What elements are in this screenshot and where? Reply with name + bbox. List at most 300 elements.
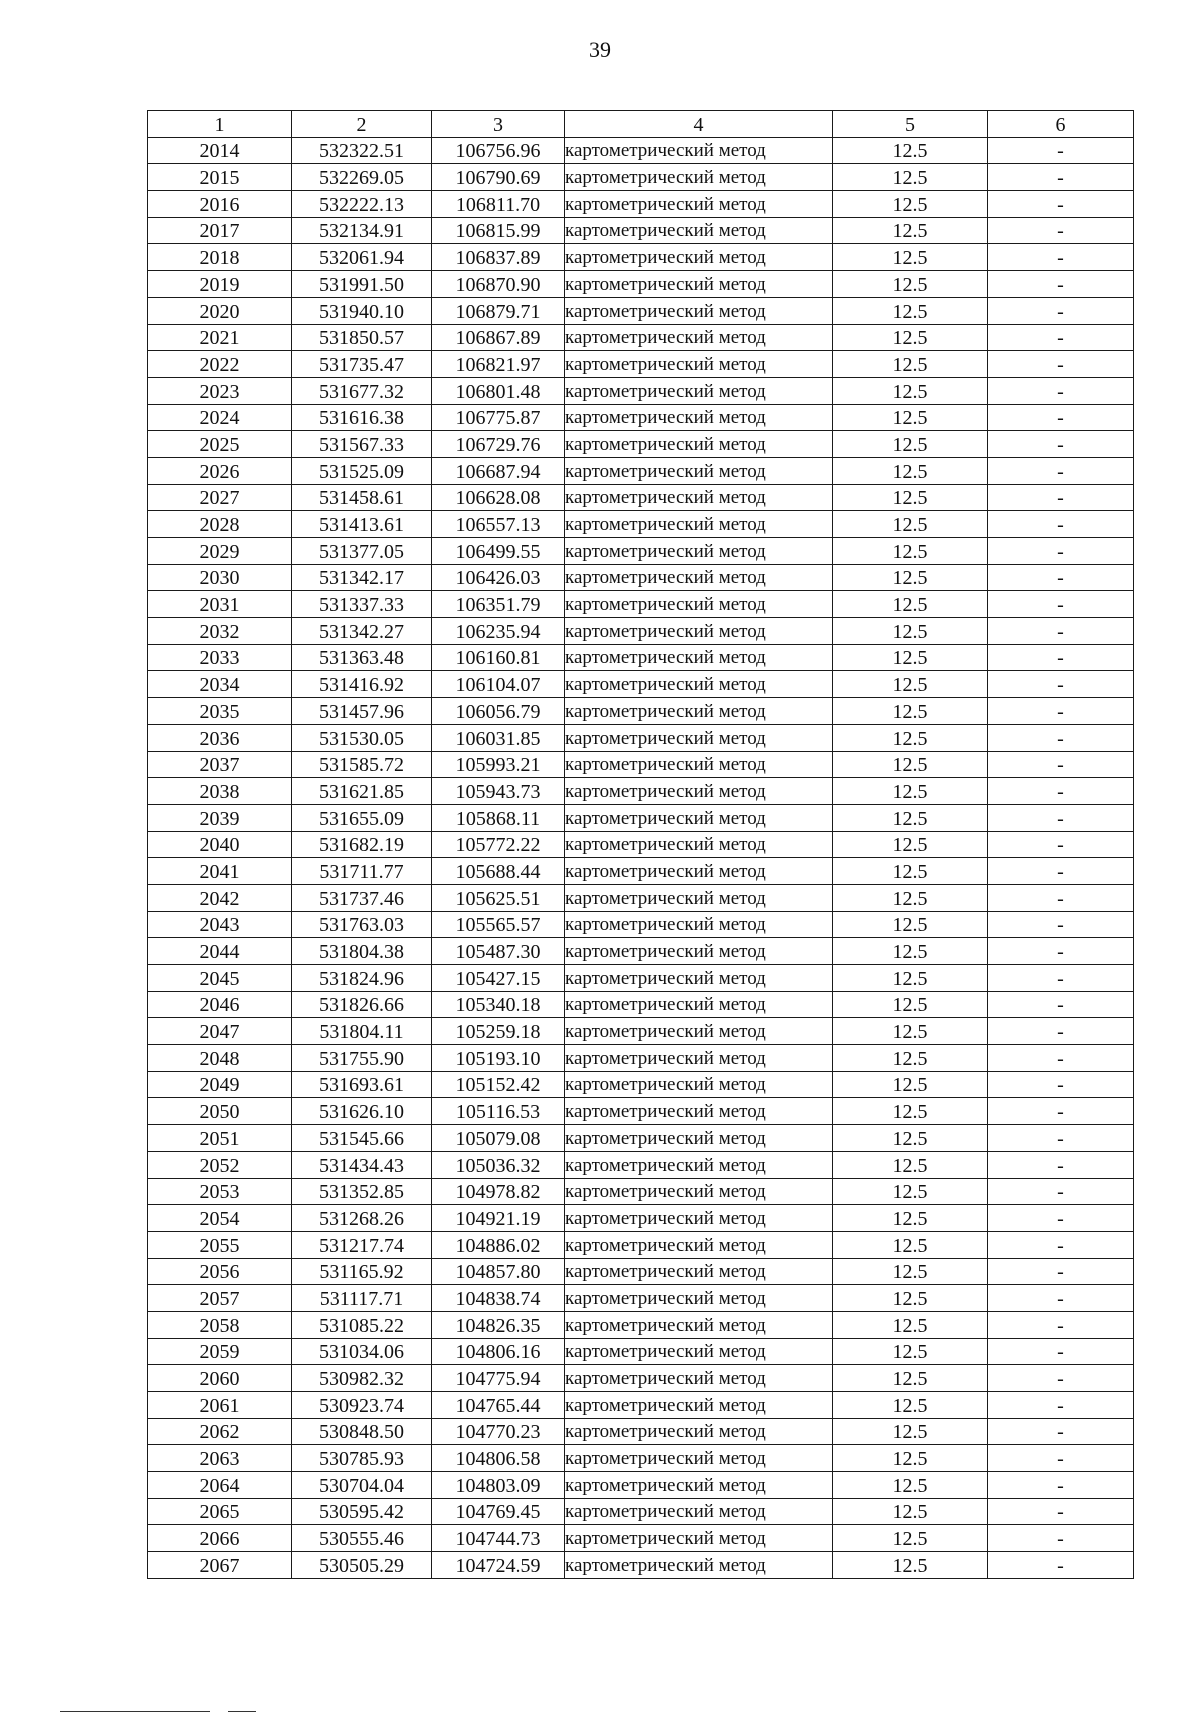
point-number-cell: 2029: [148, 538, 292, 565]
table-row: [148, 484, 1134, 511]
accuracy-cell: 12.5: [833, 804, 988, 831]
accuracy-cell: 12.5: [833, 511, 988, 538]
accuracy-cell: 12.5: [833, 538, 988, 565]
x-coordinate-cell: 531850.57: [292, 324, 432, 351]
point-number-cell: 2018: [148, 244, 292, 271]
x-coordinate-cell: 531377.05: [292, 538, 432, 565]
page-number: 39: [589, 37, 611, 62]
accuracy-cell: 12.5: [833, 1338, 988, 1365]
table-row: [148, 831, 1134, 858]
note-cell: -: [988, 1098, 1134, 1125]
point-number-cell: 2015: [148, 164, 292, 191]
table-row: [148, 404, 1134, 431]
table-row: [148, 1231, 1134, 1258]
y-coordinate-cell: 105116.53: [432, 1098, 565, 1125]
y-coordinate-cell: 104857.80: [432, 1258, 565, 1285]
x-coordinate-cell: 531991.50: [292, 271, 432, 298]
table-row: [148, 324, 1134, 351]
accuracy-cell: 12.5: [833, 1472, 988, 1499]
table-row: [148, 217, 1134, 244]
accuracy-cell: 12.5: [833, 911, 988, 938]
accuracy-cell: 12.5: [833, 1125, 988, 1152]
point-number-cell: 2064: [148, 1472, 292, 1499]
method-cell: картометрический метод: [565, 804, 833, 831]
y-coordinate-cell: 106499.55: [432, 538, 565, 565]
y-coordinate-cell: 106426.03: [432, 564, 565, 591]
x-coordinate-cell: 531434.43: [292, 1151, 432, 1178]
table-row: [148, 1018, 1134, 1045]
table-row: [148, 751, 1134, 778]
point-number-cell: 2066: [148, 1525, 292, 1552]
method-cell: картометрический метод: [565, 351, 833, 378]
y-coordinate-cell: 106756.96: [432, 137, 565, 164]
y-coordinate-cell: 105036.32: [432, 1151, 565, 1178]
point-number-cell: 2036: [148, 724, 292, 751]
x-coordinate-cell: 531525.09: [292, 457, 432, 484]
x-coordinate-cell: 531034.06: [292, 1338, 432, 1365]
table-row: [148, 457, 1134, 484]
point-number-cell: 2045: [148, 965, 292, 992]
note-cell: -: [988, 965, 1134, 992]
point-number-cell: 2021: [148, 324, 292, 351]
accuracy-cell: 12.5: [833, 164, 988, 191]
note-cell: -: [988, 1498, 1134, 1525]
x-coordinate-cell: 532222.13: [292, 191, 432, 218]
accuracy-cell: 12.5: [833, 1098, 988, 1125]
method-cell: картометрический метод: [565, 938, 833, 965]
method-cell: картометрический метод: [565, 911, 833, 938]
y-coordinate-cell: 105993.21: [432, 751, 565, 778]
table-row: [148, 377, 1134, 404]
y-coordinate-cell: 106351.79: [432, 591, 565, 618]
coordinates-table: [147, 110, 1134, 1579]
x-coordinate-cell: 531085.22: [292, 1311, 432, 1338]
accuracy-cell: 12.5: [833, 404, 988, 431]
accuracy-cell: 12.5: [833, 671, 988, 698]
note-cell: -: [988, 831, 1134, 858]
method-cell: картометрический метод: [565, 1365, 833, 1392]
x-coordinate-cell: 531458.61: [292, 484, 432, 511]
note-cell: -: [988, 164, 1134, 191]
header-cell-6: 6: [988, 111, 1134, 138]
accuracy-cell: 12.5: [833, 1285, 988, 1312]
table-row: [148, 564, 1134, 591]
method-cell: картометрический метод: [565, 404, 833, 431]
y-coordinate-cell: 104770.23: [432, 1418, 565, 1445]
note-cell: -: [988, 1018, 1134, 1045]
point-number-cell: 2030: [148, 564, 292, 591]
header-cell-4: 4: [565, 111, 833, 138]
header-cell-5: 5: [833, 111, 988, 138]
method-cell: картометрический метод: [565, 431, 833, 458]
point-number-cell: 2063: [148, 1445, 292, 1472]
accuracy-cell: 12.5: [833, 1231, 988, 1258]
table-row: [148, 1098, 1134, 1125]
note-cell: -: [988, 297, 1134, 324]
note-cell: -: [988, 484, 1134, 511]
y-coordinate-cell: 104724.59: [432, 1552, 565, 1579]
note-cell: -: [988, 1392, 1134, 1419]
table-row: [148, 351, 1134, 378]
accuracy-cell: 12.5: [833, 1418, 988, 1445]
table-row: [148, 778, 1134, 805]
point-number-cell: 2050: [148, 1098, 292, 1125]
accuracy-cell: 12.5: [833, 1071, 988, 1098]
method-cell: картометрический метод: [565, 724, 833, 751]
note-cell: -: [988, 538, 1134, 565]
accuracy-cell: 12.5: [833, 1205, 988, 1232]
table-row: [148, 538, 1134, 565]
method-cell: картометрический метод: [565, 1525, 833, 1552]
accuracy-cell: 12.5: [833, 564, 988, 591]
x-coordinate-cell: 532269.05: [292, 164, 432, 191]
x-coordinate-cell: 530505.29: [292, 1552, 432, 1579]
y-coordinate-cell: 105152.42: [432, 1071, 565, 1098]
note-cell: -: [988, 1205, 1134, 1232]
y-coordinate-cell: 104803.09: [432, 1472, 565, 1499]
x-coordinate-cell: 531824.96: [292, 965, 432, 992]
y-coordinate-cell: 105688.44: [432, 858, 565, 885]
y-coordinate-cell: 105943.73: [432, 778, 565, 805]
note-cell: -: [988, 618, 1134, 645]
y-coordinate-cell: 106775.87: [432, 404, 565, 431]
accuracy-cell: 12.5: [833, 1178, 988, 1205]
table-row: [148, 431, 1134, 458]
y-coordinate-cell: 106687.94: [432, 457, 565, 484]
method-cell: картометрический метод: [565, 484, 833, 511]
point-number-cell: 2022: [148, 351, 292, 378]
method-cell: картометрический метод: [565, 991, 833, 1018]
accuracy-cell: 12.5: [833, 1151, 988, 1178]
point-number-cell: 2028: [148, 511, 292, 538]
table-row: [148, 804, 1134, 831]
method-cell: картометрический метод: [565, 1472, 833, 1499]
x-coordinate-cell: 531626.10: [292, 1098, 432, 1125]
method-cell: картометрический метод: [565, 751, 833, 778]
y-coordinate-cell: 104769.45: [432, 1498, 565, 1525]
header-cell-1: 1: [148, 111, 292, 138]
note-cell: -: [988, 698, 1134, 725]
footer-rule-short: [228, 1711, 256, 1712]
table-row: [148, 1045, 1134, 1072]
x-coordinate-cell: 531804.11: [292, 1018, 432, 1045]
x-coordinate-cell: 530923.74: [292, 1392, 432, 1419]
method-cell: картометрический метод: [565, 1338, 833, 1365]
note-cell: -: [988, 1552, 1134, 1579]
point-number-cell: 2040: [148, 831, 292, 858]
y-coordinate-cell: 106056.79: [432, 698, 565, 725]
x-coordinate-cell: 531711.77: [292, 858, 432, 885]
y-coordinate-cell: 104838.74: [432, 1285, 565, 1312]
method-cell: картометрический метод: [565, 644, 833, 671]
note-cell: -: [988, 804, 1134, 831]
method-cell: картометрический метод: [565, 1392, 833, 1419]
y-coordinate-cell: 105193.10: [432, 1045, 565, 1072]
point-number-cell: 2061: [148, 1392, 292, 1419]
point-number-cell: 2027: [148, 484, 292, 511]
note-cell: -: [988, 1071, 1134, 1098]
y-coordinate-cell: 105772.22: [432, 831, 565, 858]
footer-rule: [60, 1711, 210, 1712]
accuracy-cell: 12.5: [833, 938, 988, 965]
accuracy-cell: 12.5: [833, 1445, 988, 1472]
point-number-cell: 2056: [148, 1258, 292, 1285]
table-row: [148, 991, 1134, 1018]
method-cell: картометрический метод: [565, 191, 833, 218]
note-cell: -: [988, 1151, 1134, 1178]
accuracy-cell: 12.5: [833, 244, 988, 271]
x-coordinate-cell: 531165.92: [292, 1258, 432, 1285]
y-coordinate-cell: 104765.44: [432, 1392, 565, 1419]
method-cell: картометрический метод: [565, 831, 833, 858]
x-coordinate-cell: 531117.71: [292, 1285, 432, 1312]
table-row: [148, 1258, 1134, 1285]
method-cell: картометрический метод: [565, 457, 833, 484]
method-cell: картометрический метод: [565, 965, 833, 992]
table-row: [148, 1125, 1134, 1152]
table-row: [148, 1365, 1134, 1392]
table-row: [148, 1338, 1134, 1365]
method-cell: картометрический метод: [565, 511, 833, 538]
accuracy-cell: 12.5: [833, 1552, 988, 1579]
table-row: [148, 884, 1134, 911]
x-coordinate-cell: 531616.38: [292, 404, 432, 431]
note-cell: -: [988, 271, 1134, 298]
x-coordinate-cell: 531342.27: [292, 618, 432, 645]
y-coordinate-cell: 106811.70: [432, 191, 565, 218]
y-coordinate-cell: 106879.71: [432, 297, 565, 324]
table-row: [148, 1552, 1134, 1579]
point-number-cell: 2057: [148, 1285, 292, 1312]
table-row: [148, 724, 1134, 751]
method-cell: картометрический метод: [565, 698, 833, 725]
x-coordinate-cell: 531217.74: [292, 1231, 432, 1258]
table-header: [148, 111, 1134, 138]
x-coordinate-cell: 531342.17: [292, 564, 432, 591]
x-coordinate-cell: 531621.85: [292, 778, 432, 805]
table-row: [148, 591, 1134, 618]
note-cell: -: [988, 991, 1134, 1018]
y-coordinate-cell: 106870.90: [432, 271, 565, 298]
y-coordinate-cell: 104886.02: [432, 1231, 565, 1258]
point-number-cell: 2054: [148, 1205, 292, 1232]
note-cell: -: [988, 191, 1134, 218]
y-coordinate-cell: 105487.30: [432, 938, 565, 965]
method-cell: картометрический метод: [565, 1178, 833, 1205]
x-coordinate-cell: 531755.90: [292, 1045, 432, 1072]
point-number-cell: 2038: [148, 778, 292, 805]
accuracy-cell: 12.5: [833, 1258, 988, 1285]
x-coordinate-cell: 532322.51: [292, 137, 432, 164]
method-cell: картометрический метод: [565, 1285, 833, 1312]
x-coordinate-cell: 531763.03: [292, 911, 432, 938]
header-cell-3: 3: [432, 111, 565, 138]
x-coordinate-cell: 532134.91: [292, 217, 432, 244]
method-cell: картометрический метод: [565, 1151, 833, 1178]
y-coordinate-cell: 104921.19: [432, 1205, 565, 1232]
point-number-cell: 2049: [148, 1071, 292, 1098]
y-coordinate-cell: 106821.97: [432, 351, 565, 378]
note-cell: -: [988, 351, 1134, 378]
y-coordinate-cell: 104775.94: [432, 1365, 565, 1392]
method-cell: картометрический метод: [565, 591, 833, 618]
point-number-cell: 2031: [148, 591, 292, 618]
y-coordinate-cell: 104978.82: [432, 1178, 565, 1205]
note-cell: -: [988, 644, 1134, 671]
table-row: [148, 671, 1134, 698]
method-cell: картометрический метод: [565, 538, 833, 565]
table-row: [148, 191, 1134, 218]
note-cell: -: [988, 244, 1134, 271]
x-coordinate-cell: 532061.94: [292, 244, 432, 271]
point-number-cell: 2042: [148, 884, 292, 911]
accuracy-cell: 12.5: [833, 858, 988, 885]
accuracy-cell: 12.5: [833, 137, 988, 164]
x-coordinate-cell: 531545.66: [292, 1125, 432, 1152]
point-number-cell: 2048: [148, 1045, 292, 1072]
accuracy-cell: 12.5: [833, 1311, 988, 1338]
table-row: [148, 1311, 1134, 1338]
note-cell: -: [988, 1231, 1134, 1258]
note-cell: -: [988, 751, 1134, 778]
note-cell: -: [988, 217, 1134, 244]
point-number-cell: 2019: [148, 271, 292, 298]
note-cell: -: [988, 938, 1134, 965]
method-cell: картометрический метод: [565, 164, 833, 191]
note-cell: -: [988, 1045, 1134, 1072]
table-row: [148, 1445, 1134, 1472]
point-number-cell: 2020: [148, 297, 292, 324]
y-coordinate-cell: 106628.08: [432, 484, 565, 511]
x-coordinate-cell: 530704.04: [292, 1472, 432, 1499]
method-cell: картометрический метод: [565, 1311, 833, 1338]
y-coordinate-cell: 106235.94: [432, 618, 565, 645]
method-cell: картометрический метод: [565, 271, 833, 298]
x-coordinate-cell: 530595.42: [292, 1498, 432, 1525]
y-coordinate-cell: 104826.35: [432, 1311, 565, 1338]
y-coordinate-cell: 105625.51: [432, 884, 565, 911]
method-cell: картометрический метод: [565, 618, 833, 645]
method-cell: картометрический метод: [565, 564, 833, 591]
point-number-cell: 2032: [148, 618, 292, 645]
table-row: [148, 965, 1134, 992]
note-cell: -: [988, 1311, 1134, 1338]
table-row: [148, 271, 1134, 298]
y-coordinate-cell: 104744.73: [432, 1525, 565, 1552]
x-coordinate-cell: 531413.61: [292, 511, 432, 538]
accuracy-cell: 12.5: [833, 884, 988, 911]
x-coordinate-cell: 531735.47: [292, 351, 432, 378]
x-coordinate-cell: 531457.96: [292, 698, 432, 725]
table-row: [148, 1178, 1134, 1205]
x-coordinate-cell: 531530.05: [292, 724, 432, 751]
header-row: [148, 111, 1134, 138]
note-cell: -: [988, 564, 1134, 591]
note-cell: -: [988, 324, 1134, 351]
point-number-cell: 2053: [148, 1178, 292, 1205]
method-cell: картометрический метод: [565, 137, 833, 164]
note-cell: -: [988, 137, 1134, 164]
point-number-cell: 2047: [148, 1018, 292, 1045]
table-row: [148, 1071, 1134, 1098]
method-cell: картометрический метод: [565, 1498, 833, 1525]
table-row: [148, 618, 1134, 645]
point-number-cell: 2034: [148, 671, 292, 698]
note-cell: -: [988, 778, 1134, 805]
point-number-cell: 2043: [148, 911, 292, 938]
y-coordinate-cell: 106557.13: [432, 511, 565, 538]
y-coordinate-cell: 106801.48: [432, 377, 565, 404]
method-cell: картометрический метод: [565, 1045, 833, 1072]
header-cell-2: 2: [292, 111, 432, 138]
y-coordinate-cell: 106867.89: [432, 324, 565, 351]
table-row: [148, 1285, 1134, 1312]
note-cell: -: [988, 1125, 1134, 1152]
table-row: [148, 511, 1134, 538]
x-coordinate-cell: 531337.33: [292, 591, 432, 618]
y-coordinate-cell: 105340.18: [432, 991, 565, 1018]
x-coordinate-cell: 531416.92: [292, 671, 432, 698]
table-row: [148, 164, 1134, 191]
point-number-cell: 2058: [148, 1311, 292, 1338]
table-row: [148, 644, 1134, 671]
point-number-cell: 2060: [148, 1365, 292, 1392]
accuracy-cell: 12.5: [833, 1018, 988, 1045]
point-number-cell: 2025: [148, 431, 292, 458]
point-number-cell: 2016: [148, 191, 292, 218]
y-coordinate-cell: 106837.89: [432, 244, 565, 271]
note-cell: -: [988, 724, 1134, 751]
method-cell: картометрический метод: [565, 1552, 833, 1579]
note-cell: -: [988, 884, 1134, 911]
method-cell: картометрический метод: [565, 1071, 833, 1098]
x-coordinate-cell: 531363.48: [292, 644, 432, 671]
y-coordinate-cell: 106160.81: [432, 644, 565, 671]
method-cell: картометрический метод: [565, 1125, 833, 1152]
note-cell: -: [988, 671, 1134, 698]
y-coordinate-cell: 105427.15: [432, 965, 565, 992]
method-cell: картометрический метод: [565, 671, 833, 698]
accuracy-cell: 12.5: [833, 431, 988, 458]
accuracy-cell: 12.5: [833, 991, 988, 1018]
method-cell: картометрический метод: [565, 1205, 833, 1232]
y-coordinate-cell: 106729.76: [432, 431, 565, 458]
point-number-cell: 2014: [148, 137, 292, 164]
accuracy-cell: 12.5: [833, 1525, 988, 1552]
note-cell: -: [988, 1365, 1134, 1392]
x-coordinate-cell: 530982.32: [292, 1365, 432, 1392]
accuracy-cell: 12.5: [833, 351, 988, 378]
accuracy-cell: 12.5: [833, 484, 988, 511]
note-cell: -: [988, 1445, 1134, 1472]
point-number-cell: 2026: [148, 457, 292, 484]
accuracy-cell: 12.5: [833, 324, 988, 351]
point-number-cell: 2055: [148, 1231, 292, 1258]
accuracy-cell: 12.5: [833, 1365, 988, 1392]
note-cell: -: [988, 591, 1134, 618]
y-coordinate-cell: 106104.07: [432, 671, 565, 698]
x-coordinate-cell: 531567.33: [292, 431, 432, 458]
accuracy-cell: 12.5: [833, 778, 988, 805]
note-cell: -: [988, 511, 1134, 538]
point-number-cell: 2017: [148, 217, 292, 244]
note-cell: -: [988, 1178, 1134, 1205]
method-cell: картометрический метод: [565, 858, 833, 885]
accuracy-cell: 12.5: [833, 1498, 988, 1525]
point-number-cell: 2023: [148, 377, 292, 404]
point-number-cell: 2035: [148, 698, 292, 725]
x-coordinate-cell: 531677.32: [292, 377, 432, 404]
